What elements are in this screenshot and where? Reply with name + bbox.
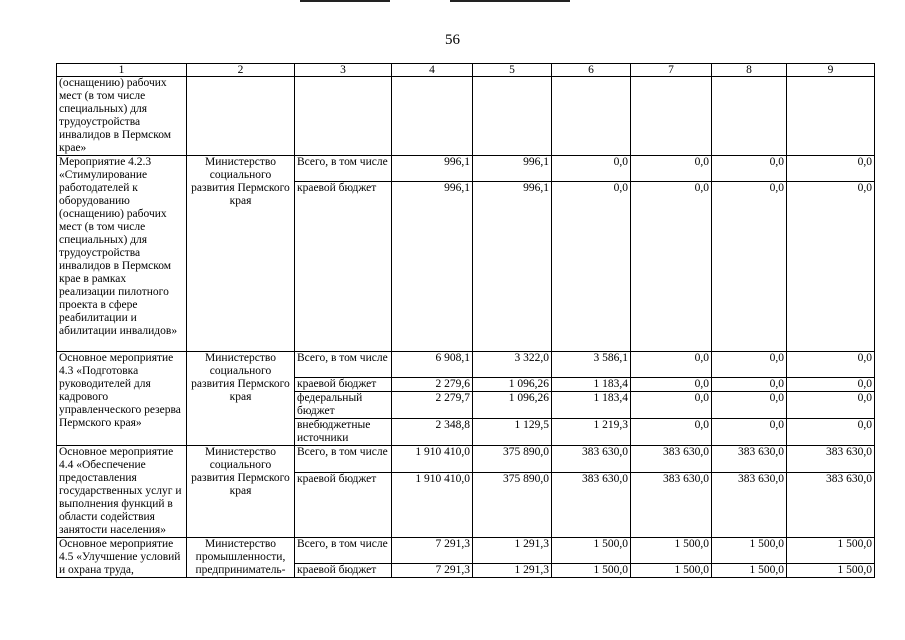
source-cell: Всего, в том числе bbox=[295, 156, 392, 182]
value-cell: 1 096,26 bbox=[473, 392, 552, 419]
value-cell: 383 630,0 bbox=[787, 446, 875, 473]
value-cell: 1 500,0 bbox=[787, 564, 875, 578]
value-cell: 375 890,0 bbox=[473, 472, 552, 537]
scan-edge-line-right bbox=[450, 0, 570, 2]
value-cell: 0,0 bbox=[631, 419, 712, 446]
value-cell: 1 500,0 bbox=[631, 564, 712, 578]
value-cell: 0,0 bbox=[712, 156, 787, 182]
value-cell: 3 586,1 bbox=[552, 352, 631, 378]
source-cell: Всего, в том числе bbox=[295, 352, 392, 378]
value-cell: 2 279,6 bbox=[392, 378, 473, 392]
source-cell: краевой бюджет bbox=[295, 472, 392, 537]
value-cell: 996,1 bbox=[392, 182, 473, 352]
table-row bbox=[57, 156, 875, 182]
value-cell: 1 129,5 bbox=[473, 419, 552, 446]
value-cell: 0,0 bbox=[631, 352, 712, 378]
source-cell: внебюджетные источники bbox=[295, 419, 392, 446]
value-cell: 0,0 bbox=[712, 392, 787, 419]
source-cell: Всего, в том числе bbox=[295, 446, 392, 473]
value-cell: 6 908,1 bbox=[392, 352, 473, 378]
value-cell: 375 890,0 bbox=[473, 446, 552, 473]
value-cell: 996,1 bbox=[392, 156, 473, 182]
column-number-header: 3 bbox=[295, 64, 392, 77]
column-number-header: 8 bbox=[712, 64, 787, 77]
column-number-header: 2 bbox=[187, 64, 295, 77]
value-cell bbox=[787, 77, 875, 156]
table-row bbox=[57, 77, 875, 156]
value-cell: 2 279,7 bbox=[392, 392, 473, 419]
value-cell: 1 500,0 bbox=[712, 538, 787, 564]
value-cell: 0,0 bbox=[712, 378, 787, 392]
activity-cell: Основное мероприятие 4.5 «Улучшение условий и охрана труда, bbox=[57, 538, 187, 578]
value-cell: 0,0 bbox=[552, 156, 631, 182]
value-cell: 0,0 bbox=[787, 156, 875, 182]
value-cell: 0,0 bbox=[787, 392, 875, 419]
org-cell: Министерство социального развития Пермского края bbox=[187, 446, 295, 538]
table-row bbox=[57, 538, 875, 564]
value-cell bbox=[712, 77, 787, 156]
value-cell: 1 910 410,0 bbox=[392, 472, 473, 537]
value-cell: 0,0 bbox=[712, 419, 787, 446]
value-cell: 996,1 bbox=[473, 156, 552, 182]
activity-cell: (оснащению) рабочих мест (в том числе специальных) для трудоустройства инвалидов в Пермском крае» bbox=[57, 77, 187, 156]
table-row bbox=[57, 446, 875, 473]
value-cell: 1 183,4 bbox=[552, 378, 631, 392]
source-cell bbox=[295, 77, 392, 156]
value-cell: 7 291,3 bbox=[392, 538, 473, 564]
value-cell: 7 291,3 bbox=[392, 564, 473, 578]
value-cell: 383 630,0 bbox=[552, 446, 631, 473]
value-cell: 1 291,3 bbox=[473, 538, 552, 564]
budget-table bbox=[56, 63, 875, 578]
value-cell bbox=[392, 77, 473, 156]
value-cell: 383 630,0 bbox=[712, 472, 787, 537]
value-cell: 1 500,0 bbox=[552, 538, 631, 564]
value-cell: 0,0 bbox=[787, 378, 875, 392]
value-cell: 1 219,3 bbox=[552, 419, 631, 446]
activity-cell: Мероприятие 4.2.3 «Стимулирование работодателей к оборудованию (оснащению) рабочих мест (в том числе специальных) для трудоустройства инвалидов в Пермском крае в рамках реализации пилотного проекта в сфере реабилитации и абилитации инвалидов» bbox=[57, 156, 187, 352]
page-number: 56 bbox=[445, 32, 460, 48]
scan-edge-line-left bbox=[300, 0, 390, 2]
source-cell: краевой бюджет bbox=[295, 182, 392, 352]
column-number-header: 6 bbox=[552, 64, 631, 77]
value-cell: 1 183,4 bbox=[552, 392, 631, 419]
value-cell: 2 348,8 bbox=[392, 419, 473, 446]
value-cell: 1 291,3 bbox=[473, 564, 552, 578]
org-cell: Министерство промышленности, предприниматель- bbox=[187, 538, 295, 578]
source-cell: федеральный бюджет bbox=[295, 392, 392, 419]
value-cell bbox=[473, 77, 552, 156]
org-cell: Министерство социального развития Пермского края bbox=[187, 156, 295, 352]
value-cell: 0,0 bbox=[787, 419, 875, 446]
value-cell: 383 630,0 bbox=[631, 446, 712, 473]
value-cell: 0,0 bbox=[787, 182, 875, 352]
column-number-header: 9 bbox=[787, 64, 875, 77]
table-row bbox=[57, 352, 875, 378]
value-cell: 0,0 bbox=[712, 182, 787, 352]
value-cell: 0,0 bbox=[631, 378, 712, 392]
value-cell: 0,0 bbox=[631, 392, 712, 419]
value-cell: 383 630,0 bbox=[552, 472, 631, 537]
column-number-row bbox=[57, 64, 875, 77]
value-cell: 383 630,0 bbox=[712, 446, 787, 473]
value-cell: 0,0 bbox=[631, 182, 712, 352]
org-cell: Министерство социального развития Пермского края bbox=[187, 352, 295, 446]
org-cell bbox=[187, 77, 295, 156]
value-cell: 1 500,0 bbox=[631, 538, 712, 564]
column-number-header: 4 bbox=[392, 64, 473, 77]
value-cell bbox=[631, 77, 712, 156]
activity-cell: Основное мероприятие 4.4 «Обеспечение предоставления государственных услуг и выполнения функций в области содействия занятости населения» bbox=[57, 446, 187, 538]
value-cell: 383 630,0 bbox=[631, 472, 712, 537]
source-cell: краевой бюджет bbox=[295, 378, 392, 392]
value-cell: 3 322,0 bbox=[473, 352, 552, 378]
value-cell: 1 910 410,0 bbox=[392, 446, 473, 473]
value-cell: 1 500,0 bbox=[712, 564, 787, 578]
value-cell: 0,0 bbox=[631, 156, 712, 182]
value-cell: 0,0 bbox=[552, 182, 631, 352]
value-cell: 1 096,26 bbox=[473, 378, 552, 392]
column-number-header: 7 bbox=[631, 64, 712, 77]
column-number-header: 1 bbox=[57, 64, 187, 77]
value-cell bbox=[552, 77, 631, 156]
activity-cell: Основное мероприятие 4.3 «Подготовка руководителей для кадрового управленческого резерва Пермского края» bbox=[57, 352, 187, 446]
value-cell: 383 630,0 bbox=[787, 472, 875, 537]
source-cell: Всего, в том числе bbox=[295, 538, 392, 564]
value-cell: 0,0 bbox=[787, 352, 875, 378]
value-cell: 996,1 bbox=[473, 182, 552, 352]
value-cell: 0,0 bbox=[712, 352, 787, 378]
column-number-header: 5 bbox=[473, 64, 552, 77]
value-cell: 1 500,0 bbox=[787, 538, 875, 564]
source-cell: краевой бюджет bbox=[295, 564, 392, 578]
value-cell: 1 500,0 bbox=[552, 564, 631, 578]
